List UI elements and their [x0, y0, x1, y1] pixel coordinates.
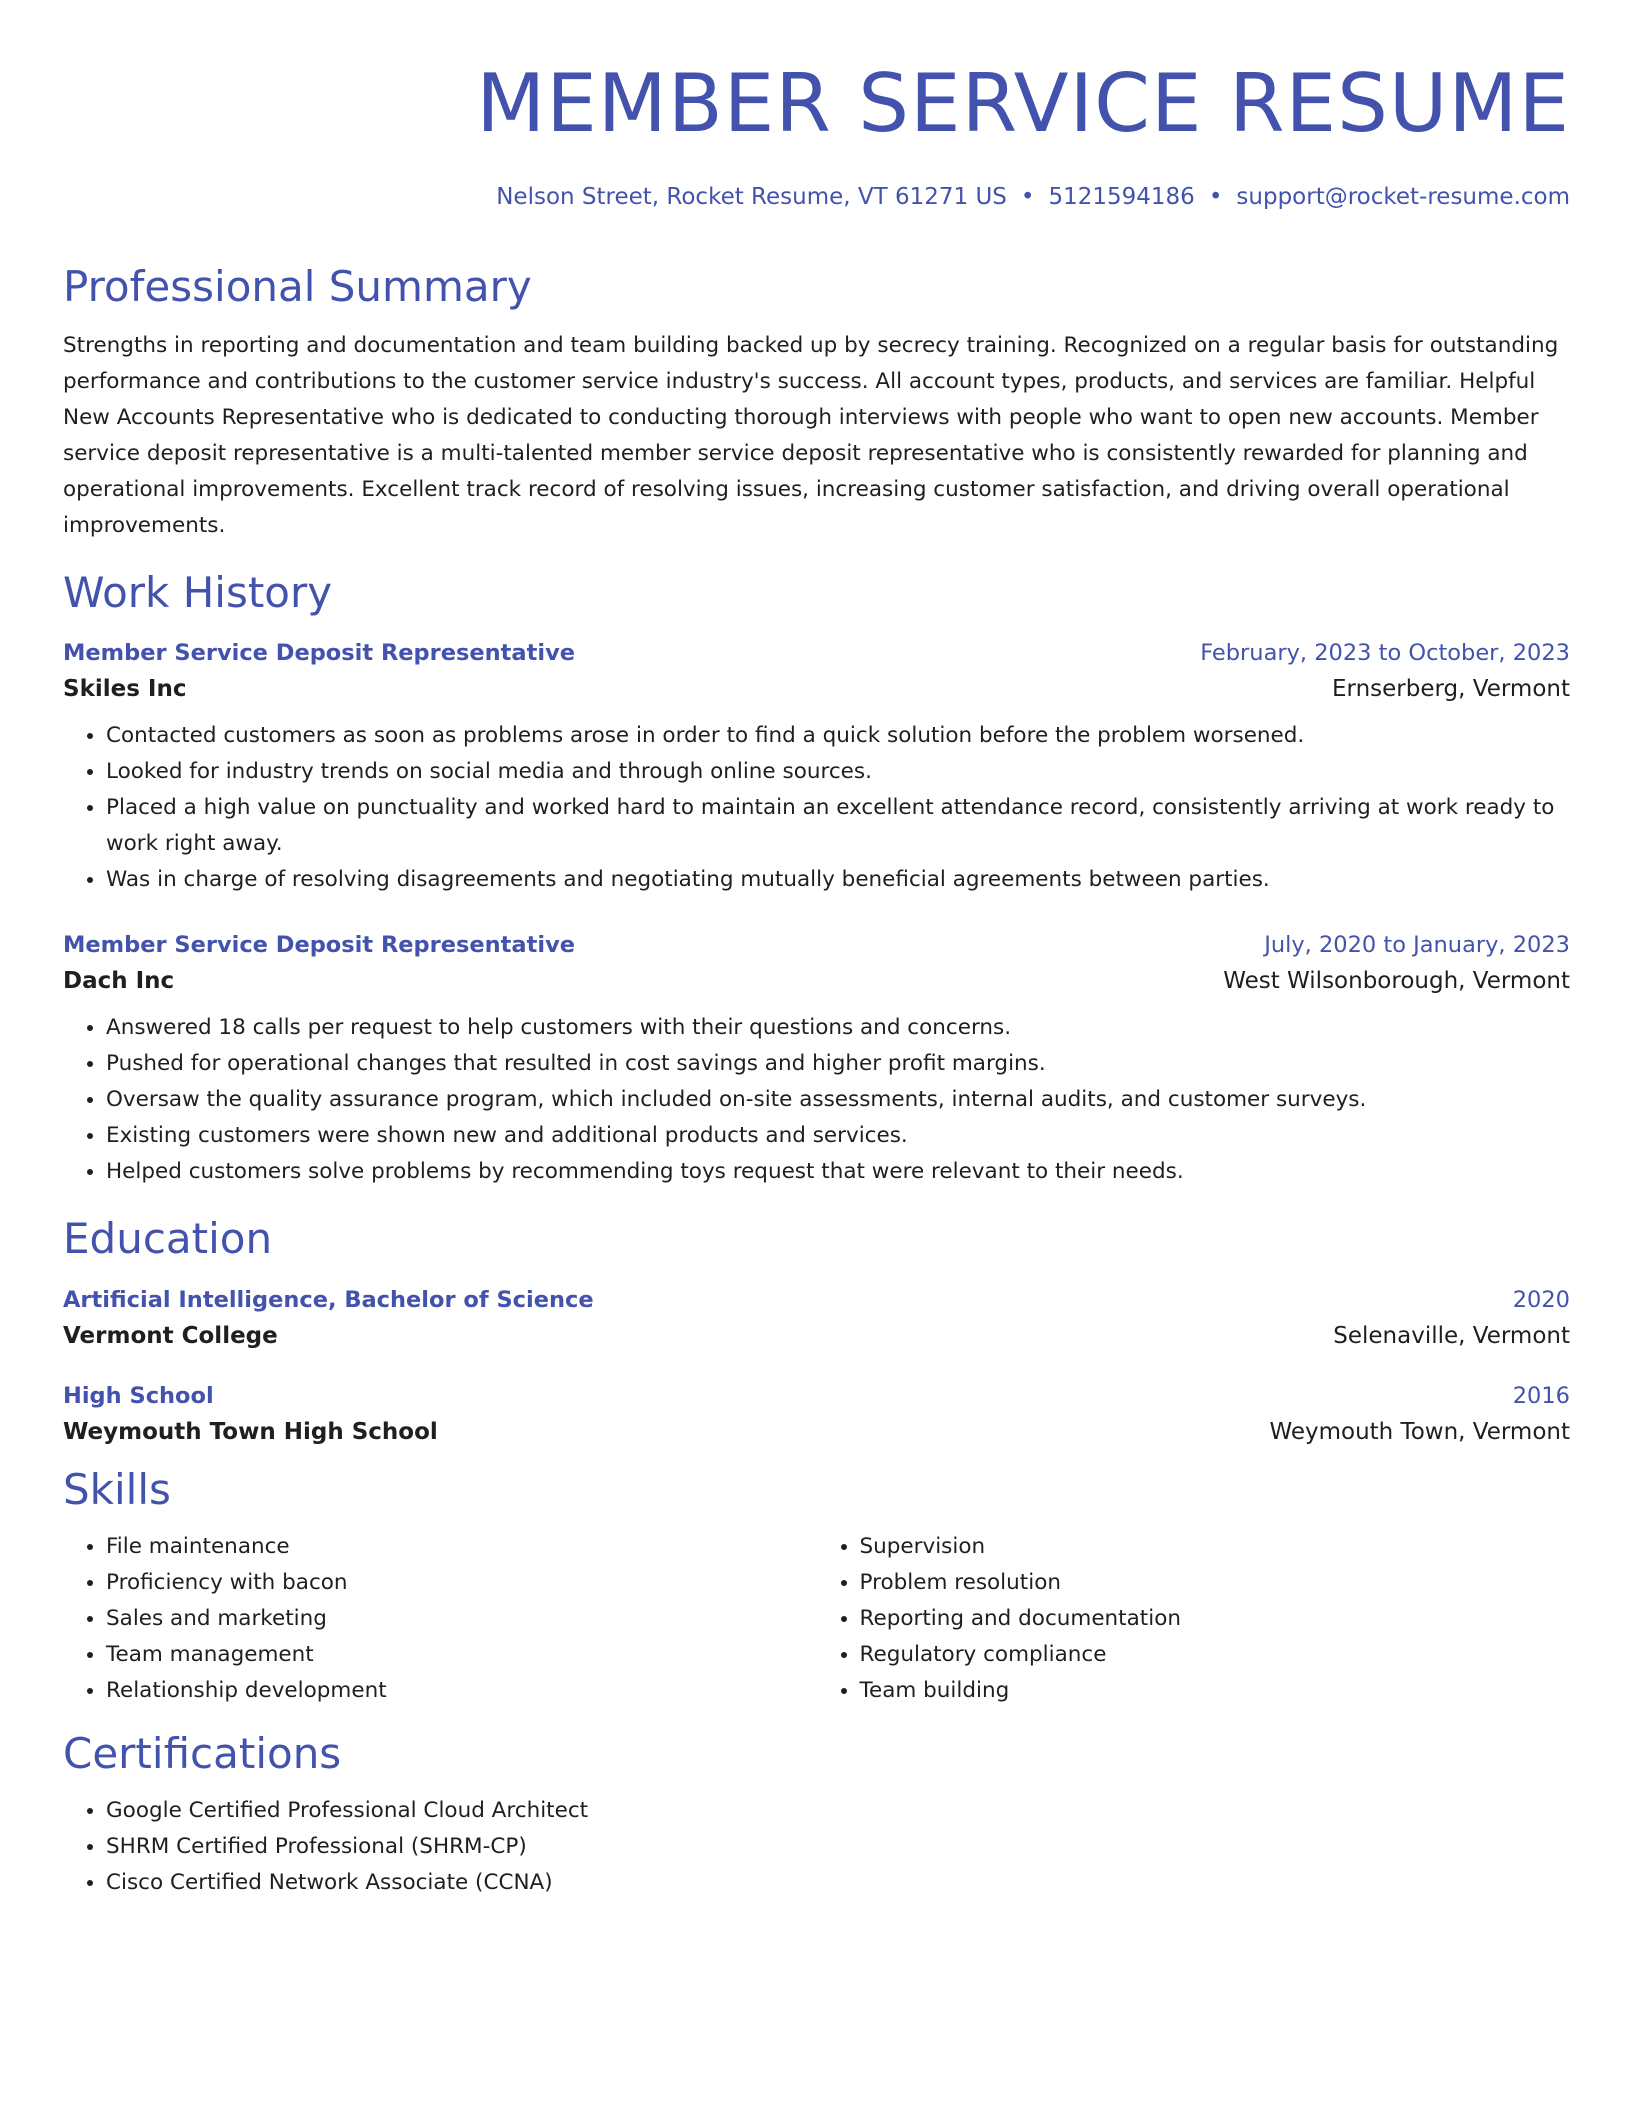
list-item: • Was in charge of resolving disagreements and negotiating mutually beneficial agreements between parties. [106, 862, 1570, 898]
separator-dot: • [1020, 184, 1035, 210]
school-name: Vermont College [63, 1322, 278, 1349]
skills-list [817, 1529, 1571, 1709]
school-name: Weymouth Town High School [63, 1418, 438, 1445]
list-item: • Answered 18 calls per request to help customers with their questions and concerns. [106, 1010, 1570, 1046]
job-duties-list [63, 718, 1570, 898]
list-item: • Regulatory compliance [860, 1637, 1571, 1673]
section-heading-summary: Professional Summary [63, 262, 532, 311]
job-header-row [63, 640, 1570, 666]
job-header-row [63, 932, 1570, 958]
school-location: Weymouth Town, Vermont [1269, 1418, 1570, 1445]
section-heading-education: Education [63, 1214, 273, 1264]
email-link[interactable]: support@rocket-resume.com [1236, 184, 1570, 210]
list-item: • Google Certified Professional Cloud Architect [106, 1793, 1570, 1829]
job-company-row [63, 676, 1570, 702]
list-item: • Reporting and documentation [860, 1601, 1571, 1637]
job-company-row [63, 968, 1570, 994]
list-item: • Pushed for operational changes that resulted in cost savings and higher profit margins. [106, 1046, 1570, 1082]
list-item: • Problem resolution [860, 1565, 1571, 1601]
education-header-row [63, 1383, 1570, 1409]
graduation-year: 2020 [1512, 1286, 1570, 1313]
list-item: • Team management [106, 1637, 817, 1673]
list-item: • Proficiency with bacon [106, 1565, 817, 1601]
skills-column-left [63, 1529, 817, 1709]
degree-title: High School [63, 1382, 214, 1409]
list-item: • Supervision [860, 1529, 1571, 1565]
graduation-year: 2016 [1512, 1382, 1570, 1409]
skills-column-right [817, 1529, 1571, 1709]
resume-title: MEMBER SERVICE RESUME [476, 57, 1570, 150]
education-school-row [63, 1323, 1570, 1349]
list-item: • Looked for industry trends on social media and through online sources. [106, 754, 1570, 790]
section-heading-work-history: Work History [63, 568, 333, 618]
job-dates: February, 2023 to October, 2023 [1200, 640, 1570, 667]
job-location: West Wilsonborough, Vermont [1223, 968, 1570, 995]
summary-text: Strengths in reporting and documentation and team building backed up by secrecy training. Recognized on a regular basis for outstanding performance and contributions to the customer service industry's success. All account types, products, and services are familiar. Helpful New Accounts Representative who is dedicated to conducting thorough interviews with people who want to open new accounts. Member service deposit representative is a multi-talented member service deposit representative who is consistently rewarded for planning and operational improvements. Excellent track record of resolving issues, increasing customer satisfaction, and driving overall operational improvements. [63, 333, 1559, 539]
list-item: • Team building [860, 1673, 1571, 1709]
job-duties-list [63, 1010, 1570, 1190]
list-item: • Sales and marketing [106, 1601, 817, 1637]
list-item: • Contacted customers as soon as problems arose in order to find a quick solution before the problem worsened. [106, 718, 1570, 754]
contact-line [63, 184, 1570, 210]
education-school-row [63, 1419, 1570, 1445]
section-heading-skills: Skills [63, 1464, 171, 1514]
education-entry [63, 1287, 1570, 1349]
job-title: Member Service Deposit Representative [63, 932, 576, 959]
skills-list [63, 1529, 817, 1709]
phone-text: 5121594186 [1048, 184, 1195, 210]
job-entry [63, 932, 1570, 1190]
education-header-row [63, 1287, 1570, 1313]
list-item: • SHRM Certified Professional (SHRM-CP) [106, 1829, 1570, 1865]
company-name: Skiles Inc [63, 676, 187, 703]
degree-title: Artificial Intelligence, Bachelor of Science [63, 1286, 594, 1313]
separator-dot: • [1208, 184, 1223, 210]
address-text: Nelson Street, Rocket Resume, VT 61271 US [496, 184, 1007, 210]
education-entry [63, 1383, 1570, 1445]
list-item: • Cisco Certified Network Associate (CCNA) [106, 1865, 1570, 1901]
list-item: • Existing customers were shown new and additional products and services. [106, 1118, 1570, 1154]
list-item: • Helped customers solve problems by recommending toys request that were relevant to their needs. [106, 1154, 1570, 1190]
company-name: Dach Inc [63, 968, 175, 995]
job-title: Member Service Deposit Representative [63, 640, 576, 667]
list-item: • File maintenance [106, 1529, 817, 1565]
list-item: • Relationship development [106, 1673, 817, 1709]
list-item: • Oversaw the quality assurance program, which included on-site assessments, internal audits, and customer surveys. [106, 1082, 1570, 1118]
job-dates: July, 2020 to January, 2023 [1264, 932, 1570, 959]
section-heading-certifications: Certifications [63, 1728, 342, 1778]
job-location: Ernserberg, Vermont [1332, 676, 1570, 703]
school-location: Selenaville, Vermont [1333, 1322, 1570, 1349]
job-entry [63, 640, 1570, 898]
list-item: • Placed a high value on punctuality and worked hard to maintain an excellent attendance record, consistently arriving at work ready to work right away. [106, 790, 1570, 862]
certifications-list [63, 1793, 1570, 1901]
skills-grid [63, 1529, 1570, 1709]
